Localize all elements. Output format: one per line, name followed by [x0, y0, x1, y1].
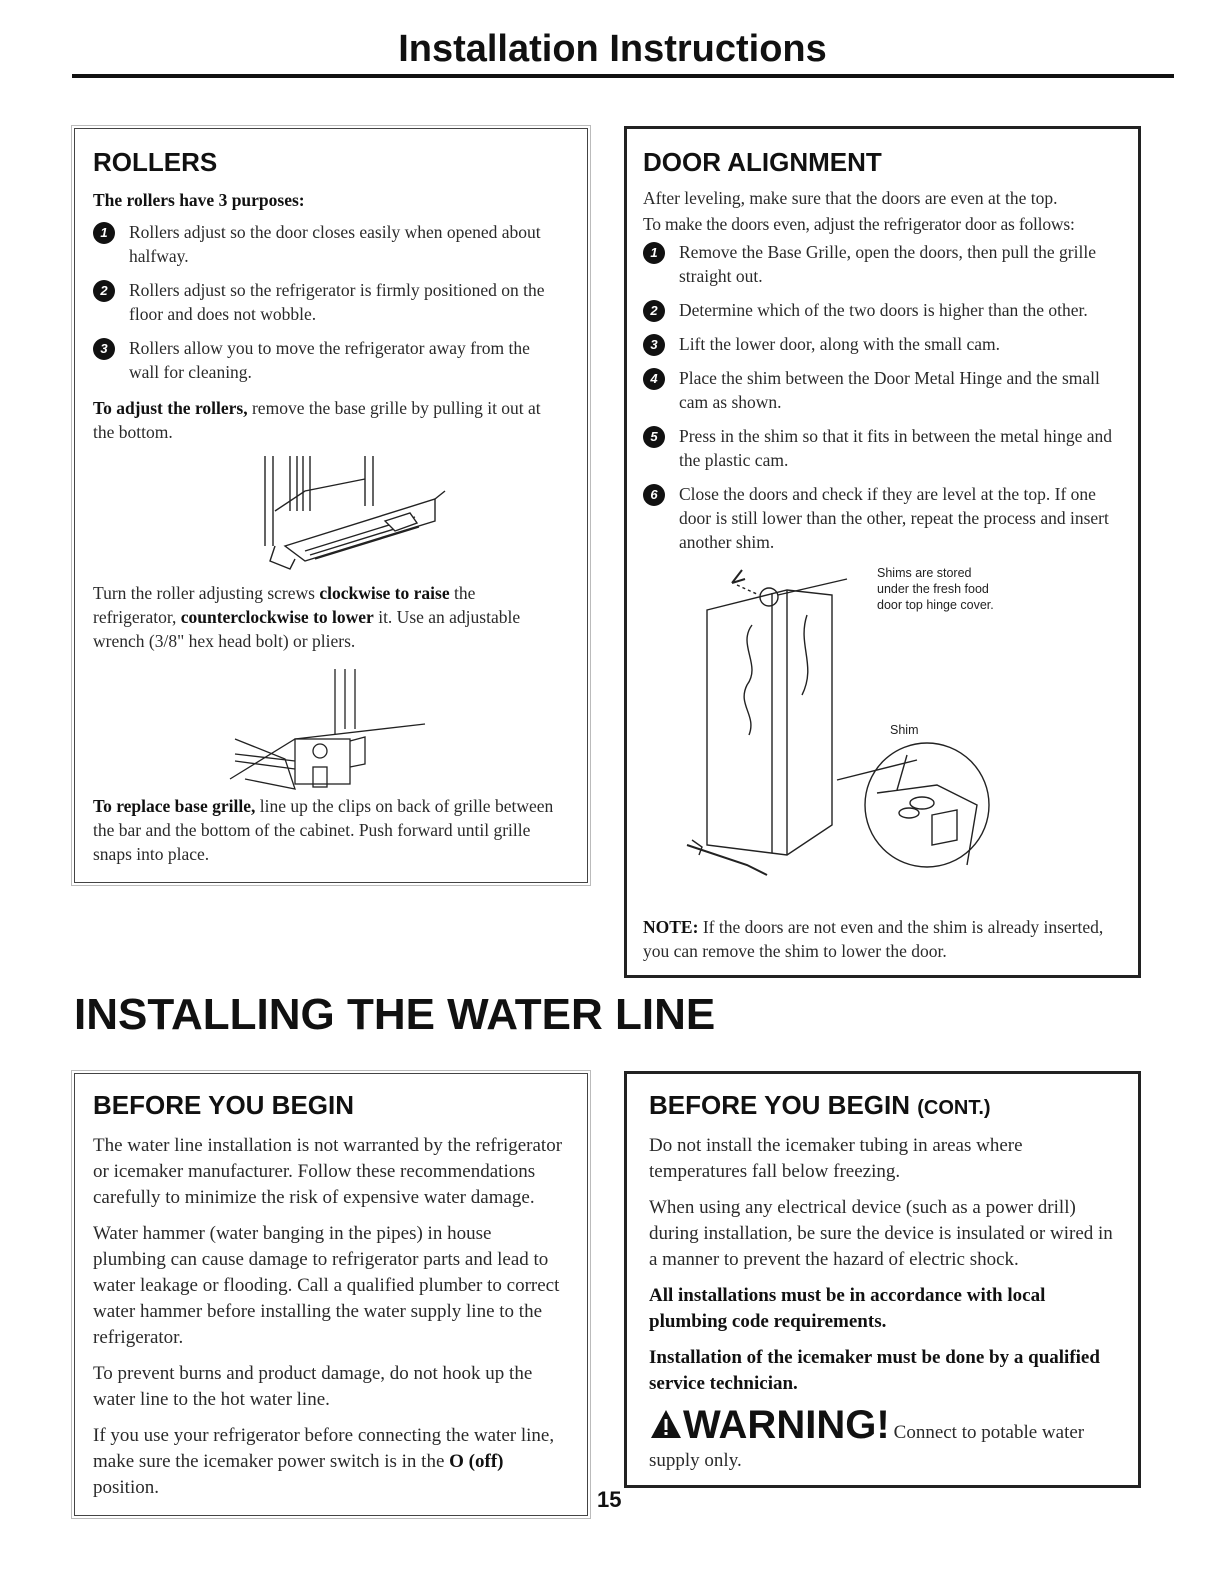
roller-illustration [225, 669, 455, 799]
warning-text: Connect to potable water supply only. [649, 1422, 1085, 1471]
door-note [643, 915, 1125, 963]
before-p2: Water hammer (water banging in the pipes) in house plumbing can cause damage to refrigerator parts and lead to water leakage or flooding. Call a qualified plumber to correct water hammer before installing the water supply line to the refrigerator. [93, 1223, 560, 1348]
callout-line-1: Shims are stored [877, 566, 972, 580]
before-you-begin-box [74, 1073, 588, 1516]
door-step-text: Remove the Base Grille, open the doors, then pull the grille straight out. [679, 242, 1096, 286]
header-rule [72, 74, 1174, 78]
door-step-3 [643, 332, 1125, 356]
rollers-box [74, 128, 588, 883]
warning-triangle-icon [649, 1408, 683, 1445]
before-p4-pre: If you use your refrigerator before connecting the water line, make sure the icemaker power switch is in the [93, 1425, 555, 1472]
door-p2: To make the doors even, adjust the refrigerator door as follows: [643, 214, 1075, 234]
rollers-adjust-text: remove the base grille by pulling it out at the bottom. [93, 398, 541, 442]
warning-block [649, 1403, 1124, 1474]
callout-line-3: door top hinge cover. [877, 598, 994, 612]
rollers-step-text: Rollers adjust so the door closes easily when opened about halfway. [129, 222, 541, 266]
before-cont-p3: All installations must be in accordance with local plumbing code requirements. [649, 1285, 1046, 1332]
step-number-icon: 6 [643, 484, 665, 506]
refrigerator-shim-illustration [677, 565, 1007, 915]
door-step-text: Determine which of the two doors is higher than the other. [679, 300, 1088, 320]
before-cont-heading-suffix: (CONT.) [917, 1097, 991, 1119]
door-step-text: Close the doors and check if they are level at the top. If one door is still lower than the other, repeat the process and insert another shim. [679, 484, 1109, 552]
page-title: Installation Instructions [398, 28, 827, 70]
rollers-adjust-paragraph [93, 396, 563, 444]
rollers-step-1 [93, 220, 563, 268]
step-number-icon: 2 [93, 280, 115, 302]
rollers-step-2 [93, 278, 563, 326]
section-title: INSTALLING THE WATER LINE [74, 990, 716, 1039]
door-p1: After leveling, make sure that the doors are even at the top. [643, 188, 1058, 208]
rollers-replace-bold: To replace base grille, [93, 796, 256, 816]
before-cont-heading-text: BEFORE YOU BEGIN [649, 1090, 911, 1120]
door-step-1 [643, 240, 1125, 288]
rollers-heading: ROLLERS [93, 147, 218, 177]
door-note-bold: NOTE: [643, 917, 699, 937]
rollers-step-text: Rollers allow you to move the refrigerator away from the wall for cleaning. [129, 338, 530, 382]
before-heading: BEFORE YOU BEGIN [93, 1090, 355, 1120]
door-alignment-heading: DOOR ALIGNMENT [643, 147, 882, 177]
door-note-text: If the doors are not even and the shim is already inserted, you can remove the shim to lower the door. [643, 917, 1104, 961]
door-step-6 [643, 482, 1125, 554]
door-alignment-box [624, 126, 1141, 978]
before-cont-p2: When using any electrical device (such as a power drill) during installation, be sure the device is insulated or wired in a manner to prevent the hazard of electric shock. [649, 1197, 1113, 1270]
rollers-intro: The rollers have 3 purposes: [93, 190, 305, 210]
step-number-icon: 4 [643, 368, 665, 390]
step-number-icon: 1 [93, 222, 115, 244]
warning-title: WARNING! [683, 1403, 890, 1447]
door-step-5 [643, 424, 1125, 472]
door-step-text: Press in the shim so that it fits in between the metal hinge and the plastic cam. [679, 426, 1113, 470]
before-p1: The water line installation is not warranted by the refrigerator or icemaker manufacturer. Follow these recommendations carefully to minimize the risk of expensive water damage. [93, 1135, 563, 1208]
rollers-turn-post: it. Use an adjustable wrench (3/8" hex head bolt) or pliers. [93, 607, 521, 651]
rollers-step-text: Rollers adjust so the refrigerator is firmly positioned on the floor and does not wobble. [129, 280, 545, 324]
before-p4 [93, 1423, 568, 1501]
before-p3: To prevent burns and product damage, do not hook up the water line to the hot water line. [93, 1363, 533, 1410]
page-number: 15 [597, 1487, 622, 1512]
door-step-text: Lift the lower door, along with the small cam. [679, 334, 1001, 354]
shim-storage-callout [877, 565, 994, 613]
door-step-text: Place the shim between the Door Metal Hinge and the small cam as shown. [679, 368, 1100, 412]
before-you-begin-cont-box [624, 1071, 1141, 1488]
rollers-adjust-bold: To adjust the rollers, [93, 398, 248, 418]
step-number-icon: 1 [643, 242, 665, 264]
step-number-icon: 5 [643, 426, 665, 448]
rollers-turn-pre: Turn the roller adjusting screws [93, 583, 320, 603]
step-number-icon: 3 [643, 334, 665, 356]
step-number-icon: 2 [643, 300, 665, 322]
rollers-replace-text: line up the clips on back of grille between the bar and the bottom of the cabinet. Push forward until grille snaps into place. [93, 796, 554, 864]
base-grille-illustration [245, 451, 465, 581]
callout-line-2: under the fresh food [877, 582, 989, 596]
before-cont-p4: Installation of the icemaker must be done by a qualified service technician. [649, 1347, 1100, 1394]
step-number-icon: 3 [93, 338, 115, 360]
rollers-step-3 [93, 336, 563, 384]
door-step-2 [643, 298, 1125, 322]
rollers-turn-bold-1: clockwise to raise [319, 583, 450, 603]
before-cont-p1: Do not install the icemaker tubing in areas where temperatures fall below freezing. [649, 1135, 1023, 1182]
rollers-turn-paragraph [93, 581, 563, 653]
rollers-turn-mid: the refrigerator, [93, 583, 476, 627]
shim-label: Shim [890, 723, 919, 737]
before-p4-bold: O (off) [449, 1451, 504, 1472]
rollers-turn-bold-2: counterclockwise to lower [180, 607, 374, 627]
door-step-4 [643, 366, 1125, 414]
rollers-replace-paragraph [93, 794, 563, 866]
before-cont-heading [649, 1090, 1124, 1121]
before-p4-post: position. [93, 1477, 159, 1498]
